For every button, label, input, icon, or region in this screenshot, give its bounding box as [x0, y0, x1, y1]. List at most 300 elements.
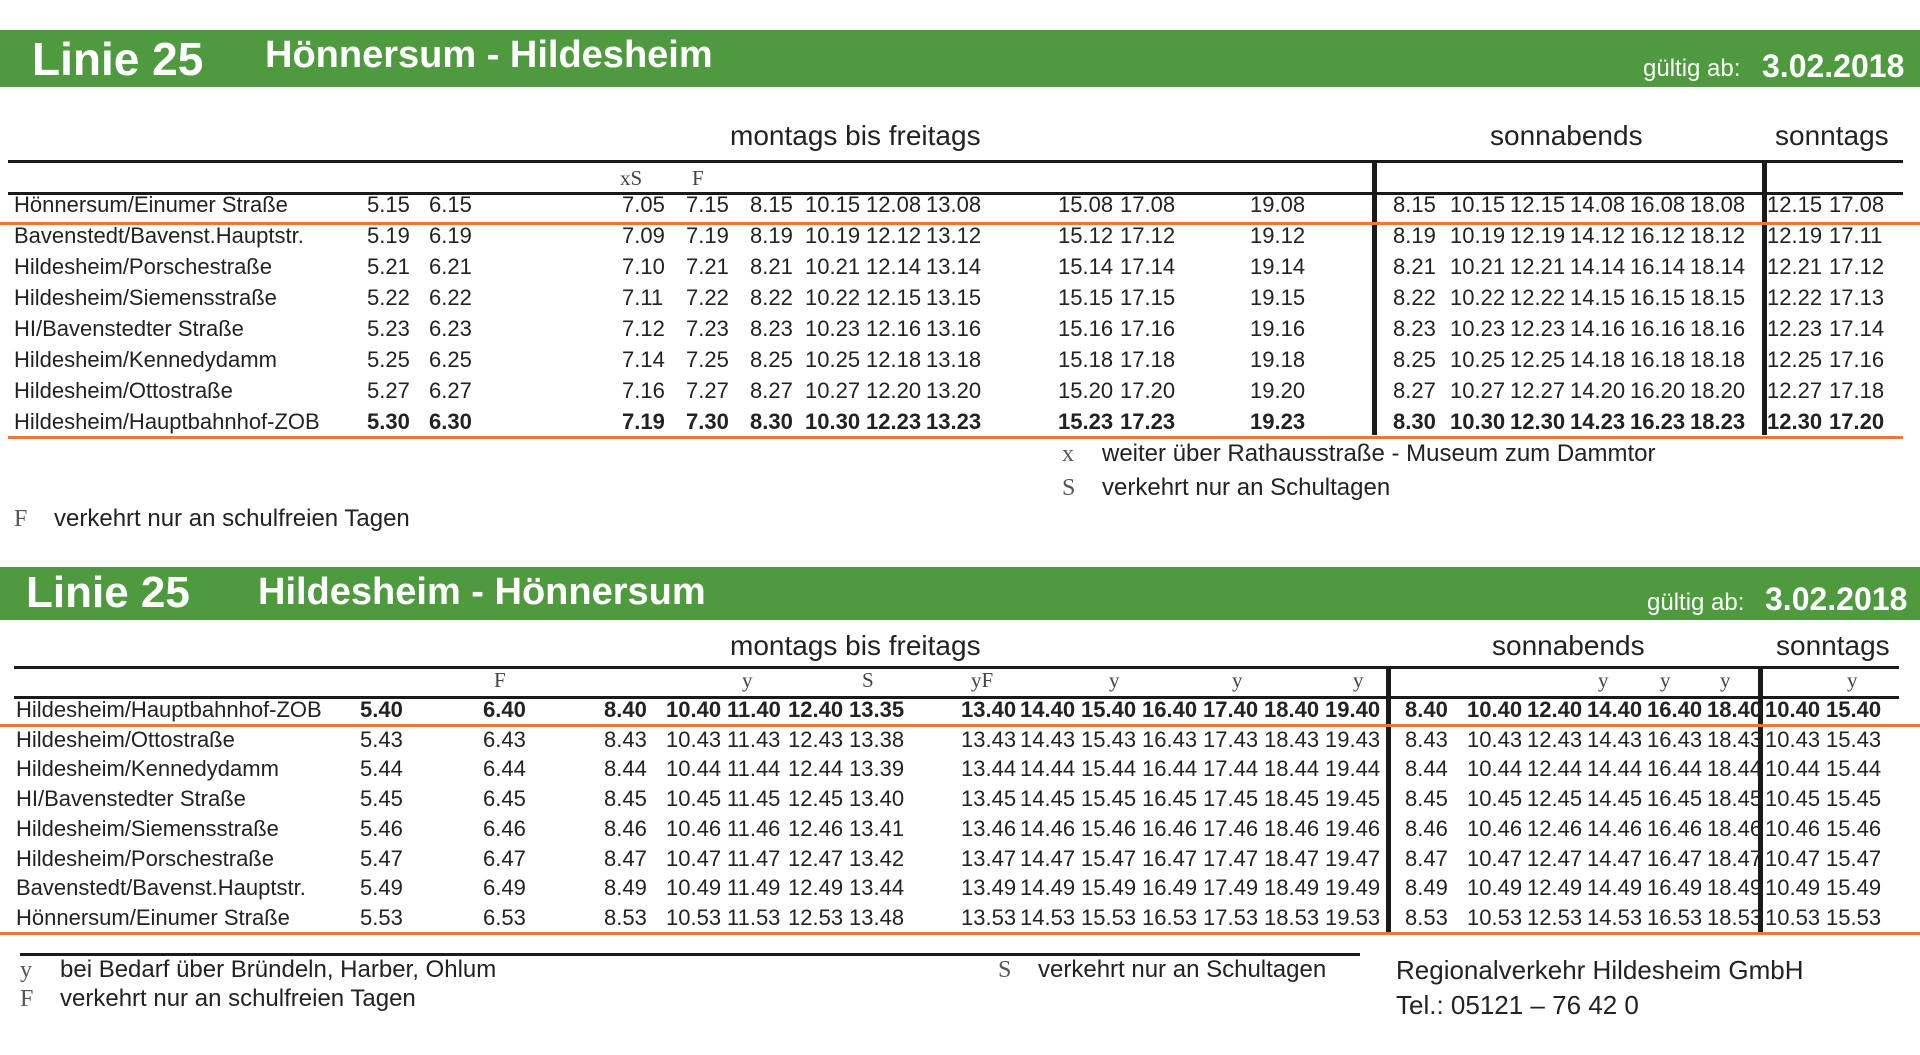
stop-name: Hildesheim/Ottostraße: [16, 727, 235, 752]
marker-y: y: [1660, 668, 1671, 692]
time-cell: 8.22: [1393, 285, 1436, 310]
time-cell: 14.40: [1587, 697, 1643, 722]
time-cell: 12.12: [866, 223, 922, 248]
time-cell: 12.46: [788, 816, 844, 841]
time-cell: 8.30: [750, 409, 793, 434]
time-cell: 11.47: [727, 846, 781, 871]
stop-name: Hönnersum/Einumer Straße: [14, 192, 288, 217]
time-cell: 17.12: [1120, 223, 1176, 248]
time-cell: 14.12: [1570, 223, 1626, 248]
time-cell: 14.43: [1587, 727, 1643, 752]
time-cell: 13.08: [926, 192, 982, 217]
time-cell: 17.11: [1829, 223, 1883, 248]
marker-xS: xS: [620, 166, 643, 190]
time-cell: 8.40: [1405, 697, 1448, 722]
time-cell: 13.12: [926, 223, 982, 248]
marker-S: S: [862, 668, 874, 692]
time-cell: 17.16: [1829, 347, 1885, 372]
valid-from-date: 3.02.2018: [1765, 581, 1908, 617]
time-cell: 12.21: [1510, 254, 1566, 279]
time-cell: 19.46: [1325, 816, 1381, 841]
time-cell: 18.53: [1707, 905, 1763, 930]
valid-from-label: gültig ab:: [1647, 589, 1745, 616]
time-cell: 7.30: [686, 409, 729, 434]
time-cell: 7.09: [622, 223, 665, 248]
time-cell: 13.45: [961, 786, 1017, 811]
time-cell: 15.16: [1058, 316, 1114, 341]
time-cell: 16.53: [1142, 905, 1198, 930]
time-cell: 6.47: [483, 846, 526, 871]
day-header-weekday: montags bis freitags: [730, 630, 981, 661]
time-cell: 16.46: [1647, 816, 1703, 841]
stop-name: Hildesheim/Hauptbahnhof-ZOB: [14, 409, 320, 434]
time-cell: 19.23: [1250, 409, 1306, 434]
time-cell: 8.27: [1393, 378, 1436, 403]
time-cell: 19.08: [1250, 192, 1306, 217]
time-cell: 10.25: [805, 347, 861, 372]
time-cell: 17.20: [1829, 409, 1885, 434]
time-cell: 7.14: [622, 347, 665, 372]
time-cell: 8.44: [604, 756, 647, 781]
time-cell: 5.23: [367, 316, 410, 341]
time-cell: 15.23: [1058, 409, 1114, 434]
time-cell: 16.16: [1630, 316, 1686, 341]
time-cell: 14.47: [1587, 846, 1643, 871]
company-name: Regionalverkehr Hildesheim GmbH: [1396, 955, 1804, 985]
time-cell: 6.40: [483, 697, 526, 722]
time-cell: 15.46: [1081, 816, 1137, 841]
time-cell: 16.43: [1647, 727, 1703, 752]
time-cell: 8.49: [604, 875, 647, 900]
time-cell: 16.40: [1647, 697, 1703, 722]
time-cell: 15.14: [1058, 254, 1114, 279]
stop-name: Hildesheim/Ottostraße: [14, 378, 233, 403]
time-cell: 15.53: [1826, 905, 1882, 930]
time-cell: 12.15: [1767, 192, 1823, 217]
time-cell: 14.49: [1587, 875, 1643, 900]
route-title: Hildesheim - Hönnersum: [258, 571, 706, 613]
time-cell: 7.23: [686, 316, 729, 341]
time-cell: 10.30: [805, 409, 861, 434]
time-cell: 8.21: [750, 254, 793, 279]
time-cell: 10.15: [805, 192, 861, 217]
time-cell: 12.20: [866, 378, 922, 403]
time-cell: 10.43: [1765, 727, 1821, 752]
time-cell: 8.25: [750, 347, 793, 372]
time-cell: 17.16: [1120, 316, 1176, 341]
time-cell: 5.53: [360, 905, 403, 930]
time-cell: 8.44: [1405, 756, 1448, 781]
time-cell: 15.20: [1058, 378, 1114, 403]
time-cell: 8.49: [1405, 875, 1448, 900]
time-cell: 6.45: [483, 786, 526, 811]
time-cell: 12.22: [1510, 285, 1566, 310]
valid-from-label: gültig ab:: [1643, 55, 1741, 82]
marker-y: y: [1598, 668, 1609, 692]
time-cell: 12.25: [1767, 347, 1823, 372]
stop-name: HI/Bavenstedter Straße: [14, 316, 244, 341]
marker-F: F: [494, 668, 506, 692]
time-cell: 16.47: [1142, 846, 1198, 871]
time-cell: 12.49: [788, 875, 844, 900]
time-cell: 13.40: [849, 786, 905, 811]
time-cell: 17.18: [1120, 347, 1176, 372]
time-cell: 6.22: [429, 285, 472, 310]
time-cell: 5.27: [367, 378, 410, 403]
time-cell: 10.21: [1450, 254, 1506, 279]
time-cell: 15.47: [1081, 846, 1137, 871]
time-cell: 15.47: [1826, 846, 1882, 871]
time-cell: 16.53: [1647, 905, 1703, 930]
time-cell: 8.45: [1405, 786, 1448, 811]
time-cell: 10.44: [666, 756, 722, 781]
table-top-rule: [8, 160, 1903, 163]
time-cell: 11.45: [727, 786, 781, 811]
time-cell: 19.43: [1325, 727, 1381, 752]
time-cell: 18.23: [1690, 409, 1746, 434]
time-cell: 14.45: [1020, 786, 1076, 811]
time-cell: 17.20: [1120, 378, 1176, 403]
time-cell: 15.12: [1058, 223, 1114, 248]
note-x: x weiter über Rathausstraße - Museum zum Dammtor: [1062, 440, 1656, 467]
time-cell: 16.08: [1630, 192, 1686, 217]
time-cell: 19.40: [1325, 697, 1381, 722]
time-cell: 12.27: [1767, 378, 1823, 403]
time-cell: 18.16: [1690, 316, 1746, 341]
time-cell: 12.25: [1510, 347, 1566, 372]
day-header-sunday: sonntags: [1776, 630, 1890, 661]
time-cell: 5.49: [360, 875, 403, 900]
line-number: Linie 25: [26, 568, 190, 617]
time-cell: 15.49: [1826, 875, 1882, 900]
time-cell: 14.23: [1570, 409, 1626, 434]
time-cell: 12.30: [1767, 409, 1823, 434]
time-cell: 13.15: [926, 285, 982, 310]
time-cell: 10.45: [1765, 786, 1821, 811]
time-cell: 11.40: [727, 697, 781, 722]
line-number: Linie 25: [32, 33, 204, 85]
note-S: S verkehrt nur an Schultagen: [998, 956, 1327, 983]
time-cell: 8.30: [1393, 409, 1436, 434]
time-cell: 12.18: [866, 347, 922, 372]
time-cell: 16.47: [1647, 846, 1703, 871]
time-cell: 7.27: [686, 378, 729, 403]
time-cell: 17.45: [1203, 786, 1259, 811]
time-cell: 15.43: [1826, 727, 1882, 752]
day-header-saturday: sonnabends: [1490, 120, 1643, 151]
stop-name: Hildesheim/Porschestraße: [16, 846, 274, 871]
time-cell: 8.43: [604, 727, 647, 752]
time-cell: 18.20: [1690, 378, 1746, 403]
note-F: F verkehrt nur an schulfreien Tagen: [14, 505, 410, 532]
time-cell: 10.47: [1765, 846, 1821, 871]
time-cell: 10.45: [1467, 786, 1523, 811]
time-cell: 18.44: [1707, 756, 1763, 781]
time-cell: 12.23: [1767, 316, 1823, 341]
time-cell: 12.43: [788, 727, 844, 752]
time-cell: 15.15: [1058, 285, 1114, 310]
saturday-divider: [1372, 160, 1377, 435]
time-cell: 5.46: [360, 816, 403, 841]
time-cell: 7.05: [622, 192, 665, 217]
stop-name: Hönnersum/Einumer Straße: [16, 905, 290, 930]
time-cell: 5.21: [367, 254, 410, 279]
time-cell: 7.21: [686, 254, 729, 279]
time-cell: 18.53: [1264, 905, 1320, 930]
time-cell: 17.12: [1829, 254, 1885, 279]
time-cell: 12.40: [1527, 697, 1583, 722]
time-cell: 12.45: [788, 786, 844, 811]
time-cell: 13.46: [961, 816, 1017, 841]
time-cell: 12.44: [788, 756, 844, 781]
time-cell: 5.40: [360, 697, 403, 722]
time-cell: 11.46: [727, 816, 781, 841]
time-cell: 19.20: [1250, 378, 1306, 403]
time-cell: 15.49: [1081, 875, 1137, 900]
time-cell: 10.49: [1765, 875, 1821, 900]
time-cell: 8.23: [750, 316, 793, 341]
time-cell: 10.43: [1467, 727, 1523, 752]
time-cell: 15.40: [1081, 697, 1137, 722]
time-cell: 14.45: [1587, 786, 1643, 811]
time-cell: 18.47: [1264, 846, 1320, 871]
time-cell: 10.49: [1467, 875, 1523, 900]
time-cell: 17.08: [1829, 192, 1885, 217]
time-cell: 16.14: [1630, 254, 1686, 279]
time-cell: 14.16: [1570, 316, 1626, 341]
time-cell: 17.14: [1829, 316, 1885, 341]
time-cell: 6.27: [429, 378, 472, 403]
time-cell: 12.44: [1527, 756, 1583, 781]
time-cell: 12.40: [788, 697, 844, 722]
time-cell: 16.45: [1142, 786, 1198, 811]
time-cell: 13.16: [926, 316, 982, 341]
time-cell: 5.19: [367, 223, 410, 248]
time-cell: 8.23: [1393, 316, 1436, 341]
time-cell: 18.45: [1707, 786, 1763, 811]
time-cell: 13.44: [961, 756, 1017, 781]
time-cell: 13.39: [849, 756, 905, 781]
bottom-rule-top: [8, 436, 1903, 439]
day-header-weekday: montags bis freitags: [730, 120, 981, 151]
time-cell: 12.15: [1510, 192, 1566, 217]
time-cell: 12.19: [1767, 223, 1823, 248]
time-cell: 15.08: [1058, 192, 1114, 217]
time-cell: 12.46: [1527, 816, 1583, 841]
stop-name: Hildesheim/Siemensstraße: [14, 285, 277, 310]
time-cell: 15.18: [1058, 347, 1114, 372]
note-y: y bei Bedarf über Bründeln, Harber, Ohlum: [20, 956, 497, 983]
time-cell: 13.38: [849, 727, 905, 752]
time-cell: 10.49: [666, 875, 722, 900]
time-cell: 16.45: [1647, 786, 1703, 811]
stop-name: Bavenstedt/Bavenst.Hauptstr.: [16, 875, 306, 900]
time-cell: 10.46: [1467, 816, 1523, 841]
time-cell: 17.53: [1203, 905, 1259, 930]
time-cell: 10.19: [1450, 223, 1506, 248]
marker-y: y: [1720, 668, 1731, 692]
time-cell: 5.47: [360, 846, 403, 871]
time-cell: 7.22: [686, 285, 729, 310]
time-cell: 12.19: [1510, 223, 1566, 248]
time-cell: 10.53: [1467, 905, 1523, 930]
time-cell: 19.12: [1250, 223, 1306, 248]
time-cell: 10.44: [1467, 756, 1523, 781]
time-cell: 12.53: [1527, 905, 1583, 930]
time-cell: 8.47: [604, 846, 647, 871]
time-cell: 13.23: [926, 409, 982, 434]
time-cell: 18.49: [1707, 875, 1763, 900]
time-cell: 8.40: [604, 697, 647, 722]
time-cell: 16.20: [1630, 378, 1686, 403]
table-top-rule: [14, 666, 1899, 669]
time-cell: 18.46: [1264, 816, 1320, 841]
time-cell: 10.43: [666, 727, 722, 752]
time-cell: 16.23: [1630, 409, 1686, 434]
time-cell: 7.15: [686, 192, 729, 217]
time-cell: 14.46: [1587, 816, 1643, 841]
time-cell: 8.43: [1405, 727, 1448, 752]
time-cell: 17.46: [1203, 816, 1259, 841]
time-cell: 13.35: [849, 697, 905, 722]
time-cell: 10.45: [666, 786, 722, 811]
time-cell: 6.21: [429, 254, 472, 279]
time-cell: 15.40: [1826, 697, 1882, 722]
time-cell: 6.19: [429, 223, 472, 248]
time-cell: 16.43: [1142, 727, 1198, 752]
time-cell: 5.43: [360, 727, 403, 752]
time-cell: 8.46: [1405, 816, 1448, 841]
time-cell: 17.18: [1829, 378, 1885, 403]
stop-name: Bavenstedt/Bavenst.Hauptstr.: [14, 223, 304, 248]
company-phone: Tel.: 05121 – 76 42 0: [1396, 990, 1639, 1020]
day-header-saturday: sonnabends: [1492, 630, 1645, 661]
time-cell: 16.15: [1630, 285, 1686, 310]
time-cell: 19.15: [1250, 285, 1306, 310]
time-cell: 13.20: [926, 378, 982, 403]
time-cell: 16.40: [1142, 697, 1198, 722]
time-cell: 7.25: [686, 347, 729, 372]
bottom-header-bar: [0, 567, 1920, 620]
time-cell: 15.43: [1081, 727, 1137, 752]
time-cell: 10.44: [1765, 756, 1821, 781]
time-cell: 16.49: [1647, 875, 1703, 900]
route-title: Hönnersum - Hildesheim: [265, 34, 713, 76]
time-cell: 16.44: [1142, 756, 1198, 781]
time-cell: 8.15: [1393, 192, 1436, 217]
time-cell: 8.22: [750, 285, 793, 310]
time-cell: 10.53: [666, 905, 722, 930]
time-cell: 18.49: [1264, 875, 1320, 900]
stop-name: Hildesheim/Porschestraße: [14, 254, 272, 279]
time-cell: 13.49: [961, 875, 1017, 900]
time-cell: 12.45: [1527, 786, 1583, 811]
time-cell: 5.30: [367, 409, 410, 434]
time-cell: 19.53: [1325, 905, 1381, 930]
time-cell: 18.40: [1707, 697, 1763, 722]
time-cell: 10.22: [805, 285, 861, 310]
time-cell: 14.44: [1587, 756, 1643, 781]
time-cell: 18.47: [1707, 846, 1763, 871]
time-cell: 14.15: [1570, 285, 1626, 310]
time-cell: 10.25: [1450, 347, 1506, 372]
time-cell: 17.43: [1203, 727, 1259, 752]
time-cell: 7.12: [622, 316, 665, 341]
time-cell: 13.44: [849, 875, 905, 900]
time-cell: 12.23: [1510, 316, 1566, 341]
time-cell: 10.23: [1450, 316, 1506, 341]
time-cell: 12.47: [1527, 846, 1583, 871]
time-cell: 8.19: [1393, 223, 1436, 248]
time-cell: 7.11: [622, 285, 664, 310]
time-cell: 16.46: [1142, 816, 1198, 841]
stop-name: Hildesheim/Kennedydamm: [16, 756, 279, 781]
time-cell: 17.15: [1120, 285, 1176, 310]
time-cell: 15.44: [1826, 756, 1882, 781]
time-cell: 12.53: [788, 905, 844, 930]
time-cell: 10.40: [1765, 697, 1821, 722]
time-cell: 14.18: [1570, 347, 1626, 372]
time-cell: 10.53: [1765, 905, 1821, 930]
time-cell: 18.18: [1690, 347, 1746, 372]
time-cell: 13.41: [849, 816, 905, 841]
time-cell: 19.47: [1325, 846, 1381, 871]
time-cell: 14.08: [1570, 192, 1626, 217]
time-cell: 10.30: [1450, 409, 1506, 434]
time-cell: 8.15: [750, 192, 793, 217]
time-cell: 17.44: [1203, 756, 1259, 781]
marker-y: y: [1232, 668, 1243, 692]
time-cell: 12.43: [1527, 727, 1583, 752]
time-cell: 12.47: [788, 846, 844, 871]
time-cell: 17.13: [1829, 285, 1885, 310]
time-cell: 7.10: [622, 254, 665, 279]
time-cell: 18.15: [1690, 285, 1746, 310]
time-cell: 12.30: [1510, 409, 1566, 434]
time-cell: 8.21: [1393, 254, 1436, 279]
time-cell: 6.44: [483, 756, 526, 781]
time-cell: 8.27: [750, 378, 793, 403]
time-cell: 14.46: [1020, 816, 1076, 841]
valid-from-date: 3.02.2018: [1762, 48, 1905, 84]
time-cell: 6.49: [483, 875, 526, 900]
time-cell: 7.16: [622, 378, 665, 403]
day-header-sunday: sonntags: [1775, 120, 1889, 151]
time-cell: 19.18: [1250, 347, 1306, 372]
time-cell: 8.19: [750, 223, 793, 248]
marker-y: y: [742, 668, 753, 692]
time-cell: 11.53: [727, 905, 781, 930]
time-cell: 18.12: [1690, 223, 1746, 248]
time-cell: 10.27: [805, 378, 861, 403]
time-cell: 6.30: [429, 409, 472, 434]
time-cell: 16.18: [1630, 347, 1686, 372]
time-cell: 11.49: [727, 875, 781, 900]
time-cell: 8.45: [604, 786, 647, 811]
time-cell: 13.43: [961, 727, 1017, 752]
time-cell: 14.40: [1020, 697, 1076, 722]
time-cell: 10.23: [805, 316, 861, 341]
time-cell: 19.14: [1250, 254, 1306, 279]
time-cell: 5.44: [360, 756, 403, 781]
time-cell: 10.47: [1467, 846, 1523, 871]
time-cell: 17.23: [1120, 409, 1176, 434]
time-cell: 17.49: [1203, 875, 1259, 900]
time-cell: 15.53: [1081, 905, 1137, 930]
marker-y: y: [1353, 668, 1364, 692]
marker-F: F: [692, 166, 704, 190]
time-cell: 11.43: [727, 727, 781, 752]
